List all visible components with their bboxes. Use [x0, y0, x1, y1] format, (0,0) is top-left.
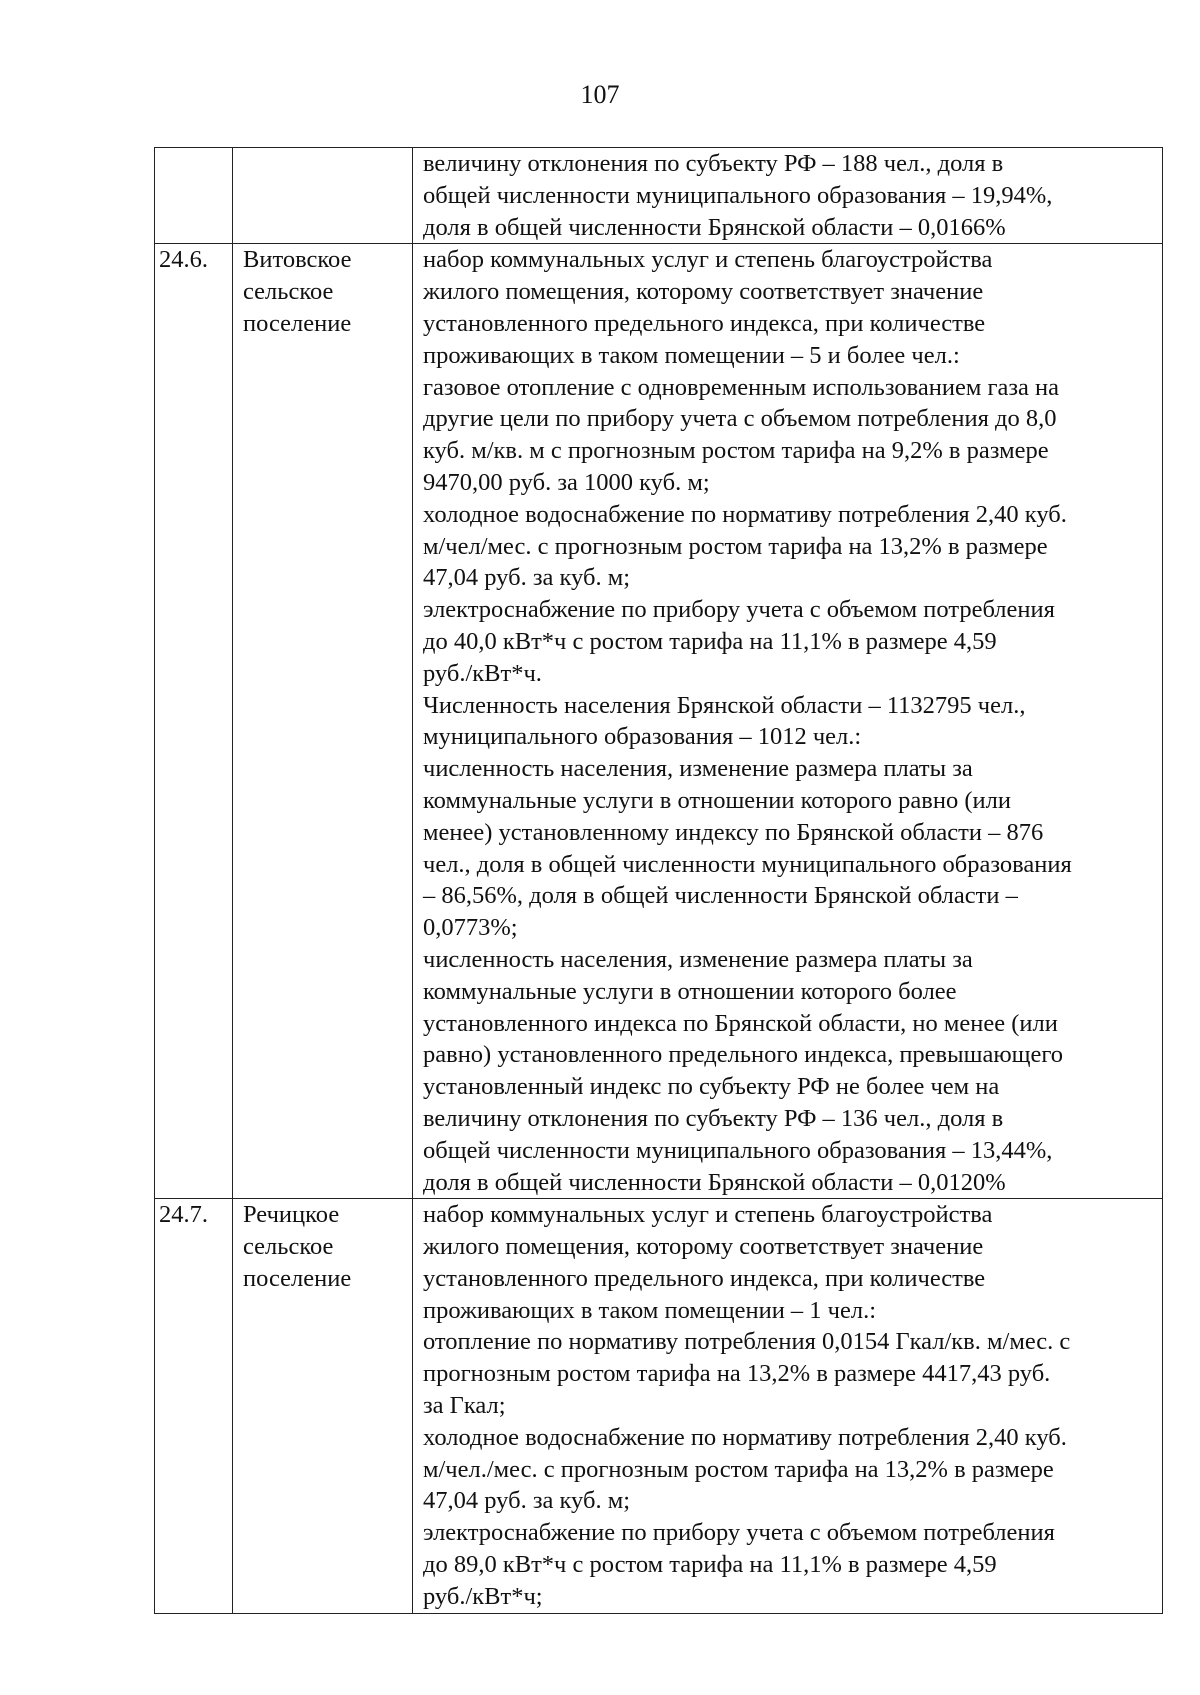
description-line: холодное водоснабжение по нормативу потребления 2,40 куб. — [423, 1423, 1067, 1451]
description-line: набор коммунальных услуг и степень благоустройства — [423, 246, 993, 274]
settlement-name-cell — [233, 244, 413, 1199]
description-line: электроснабжение по прибору учета с объемом потребления — [423, 596, 1055, 624]
settlement-name-line: поселение — [243, 1264, 352, 1292]
table-row — [155, 244, 1163, 1199]
description-line: электроснабжение по прибору учета с объемом потребления — [423, 1519, 1055, 1547]
description-line: менее) установленному индексу по Брянской области – 876 — [423, 818, 1044, 846]
description-line: 47,04 руб. за куб. м; — [423, 564, 631, 592]
settlement-name-cell — [233, 1199, 413, 1613]
document-table — [154, 147, 1163, 1614]
description-line: муниципального образования – 1012 чел.: — [423, 723, 862, 751]
description-line: жилого помещения, которому соответствует значение — [423, 278, 984, 306]
description-line: общей численности муниципального образования – 19,94%, — [423, 181, 1053, 209]
table-body — [155, 148, 1163, 1614]
settlement-name-line: Витовское — [243, 246, 352, 274]
description-line: установленный индекс по субъекту РФ не более чем на — [423, 1073, 1000, 1101]
description-line: куб. м/кв. м с прогнозным ростом тарифа на 9,2% в размере — [423, 437, 1049, 465]
table-row — [155, 148, 1163, 244]
settlement-name-line: сельское — [243, 278, 334, 306]
description-line: численность населения, изменение размера платы за — [423, 755, 973, 783]
description-line: 0,0773%; — [423, 914, 518, 942]
description-line: до 40,0 кВт*ч с ростом тарифа на 11,1% в размере 4,59 — [423, 627, 997, 655]
row-number: 24.7. — [159, 1201, 208, 1229]
description-cell — [413, 1199, 1163, 1613]
description-line: проживающих в таком помещении – 5 и более чел.: — [423, 341, 960, 369]
description-line: 9470,00 руб. за 1000 куб. м; — [423, 468, 710, 496]
description-line: величину отклонения по субъекту РФ – 188 чел., доля в — [423, 150, 1004, 177]
description-line: доля в общей численности Брянской области – 0,0120% — [423, 1168, 1006, 1196]
description-line: холодное водоснабжение по нормативу потребления 2,40 куб. — [423, 500, 1067, 528]
description-line: доля в общей численности Брянской области – 0,0166% — [423, 213, 1006, 241]
description-line: равно) установленного предельного индекса, превышающего — [423, 1041, 1064, 1069]
settlement-name-line: сельское — [243, 1233, 334, 1261]
row-number: 24.6. — [159, 246, 208, 274]
description-line: м/чел./мес. с прогнозным ростом тарифа на 13,2% в размере — [423, 1455, 1054, 1483]
description-cell — [413, 244, 1163, 1199]
description-cell — [413, 148, 1163, 244]
table-row — [155, 1199, 1163, 1613]
description-line: набор коммунальных услуг и степень благоустройства — [423, 1201, 993, 1229]
description-line: коммунальные услуги в отношении которого более — [423, 977, 957, 1005]
description-line: газовое отопление с одновременным использованием газа на — [423, 373, 1060, 401]
description-line: отопление по нормативу потребления 0,0154 Гкал/кв. м/мес. с — [423, 1328, 1071, 1356]
description-line: другие цели по прибору учета с объемом потребления до 8,0 — [423, 405, 1057, 433]
row-number-cell — [155, 148, 233, 244]
description-line: за Гкал; — [423, 1392, 506, 1420]
description-line: общей численности муниципального образования – 13,44%, — [423, 1136, 1053, 1164]
page-number: 107 — [580, 80, 620, 109]
description-line: руб./кВт*ч. — [423, 659, 542, 687]
description-line: 47,04 руб. за куб. м; — [423, 1487, 631, 1515]
description-line: установленного индекса по Брянской области, но менее (или — [423, 1009, 1058, 1037]
row-number-cell — [155, 1199, 233, 1613]
description-line: руб./кВт*ч; — [423, 1582, 543, 1610]
description-line: прогнозным ростом тарифа на 13,2% в размере 4417,43 руб. — [423, 1360, 1051, 1388]
description-line: Численность населения Брянской области – 1132795 чел., — [423, 691, 1026, 719]
settlement-name-line: Речицкое — [243, 1201, 340, 1229]
description-line: жилого помещения, которому соответствует значение — [423, 1233, 984, 1261]
settlement-name-line: поселение — [243, 309, 352, 337]
description-line: м/чел/мес. с прогнозным ростом тарифа на 13,2% в размере — [423, 532, 1048, 560]
description-line: проживающих в таком помещении – 1 чел.: — [423, 1296, 877, 1324]
description-line: – 86,56%, доля в общей численности Брянской области – — [423, 882, 1018, 910]
description-line: численность населения, изменение размера платы за — [423, 945, 973, 973]
description-line: величину отклонения по субъекту РФ – 136 чел., доля в — [423, 1104, 1004, 1132]
description-line: установленного предельного индекса, при количестве — [423, 1264, 986, 1292]
description-line: до 89,0 кВт*ч с ростом тарифа на 11,1% в размере 4,59 — [423, 1551, 997, 1579]
row-number-cell — [155, 244, 233, 1199]
description-line: коммунальные услуги в отношении которого равно (или — [423, 786, 1011, 814]
description-line: установленного предельного индекса, при количестве — [423, 309, 986, 337]
description-line: чел., доля в общей численности муниципального образования — [423, 850, 1072, 878]
settlement-name-cell — [233, 148, 413, 244]
